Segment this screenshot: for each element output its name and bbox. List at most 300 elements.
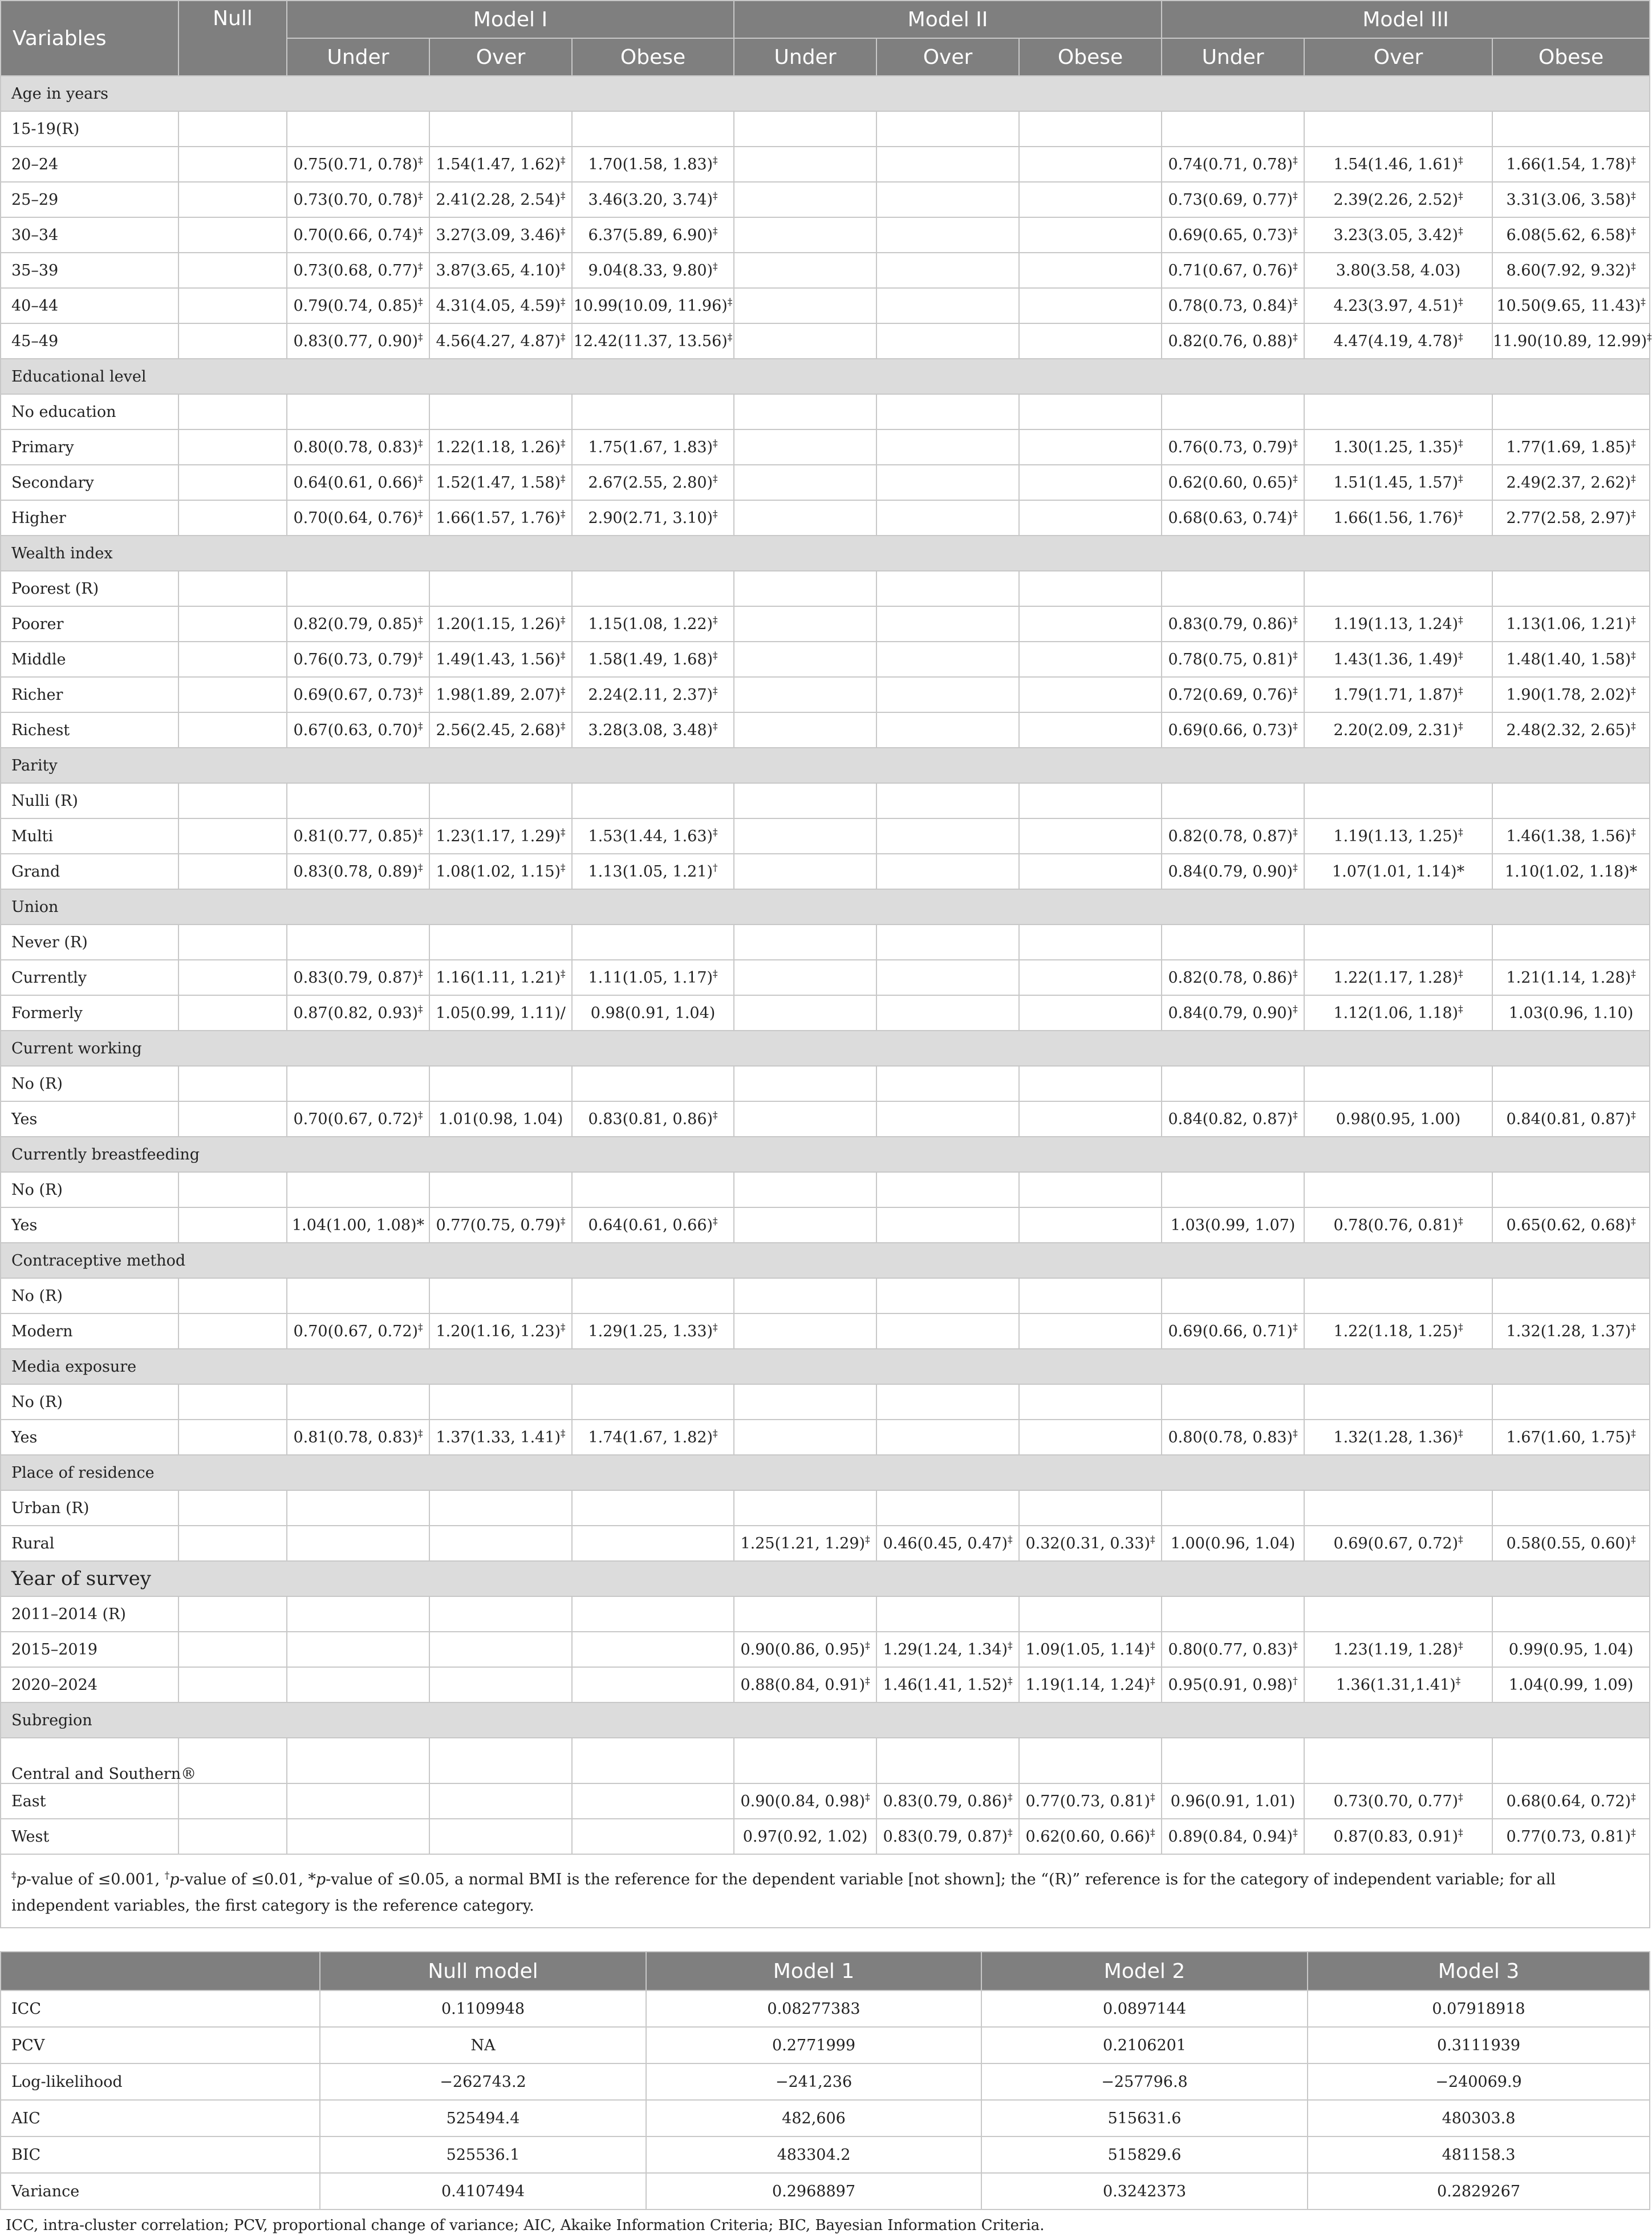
table-cell: 1.19(1.14, 1.24)‡ [1019, 1667, 1162, 1702]
table-cell: 2.49(2.37, 2.62)‡ [1492, 465, 1650, 500]
table-cell [178, 1313, 287, 1349]
table-cell [876, 1420, 1019, 1455]
table-cell [287, 1667, 429, 1702]
table-cell [1304, 111, 1492, 147]
table-cell: 0.82(0.78, 0.86)‡ [1162, 960, 1304, 995]
table-cell [876, 571, 1019, 606]
table-cell: 1.21(1.14, 1.28)‡ [1492, 960, 1650, 995]
row-label: 2015–2019 [1, 1632, 178, 1667]
table-cell: 1.66(1.57, 1.76)‡ [429, 500, 572, 536]
row-label: Primary [1, 429, 178, 465]
table-cell: 12.42(11.37, 13.56)‡ [572, 323, 734, 359]
table-cell: 1.32(1.28, 1.37)‡ [1492, 1313, 1650, 1349]
table-cell [429, 1278, 572, 1313]
section-row [1, 1702, 1650, 1738]
table-cell: 1.22(1.18, 1.26)‡ [429, 429, 572, 465]
table-cell [287, 1384, 429, 1420]
model-fit-value: 525536.1 [320, 2136, 646, 2173]
table-cell [287, 1490, 429, 1526]
table-cell [287, 925, 429, 960]
model-fit-label: ICC [1, 1990, 320, 2027]
table-cell [178, 1596, 287, 1632]
section-row [1, 1455, 1650, 1490]
row-label: 2011–2014 (R) [1, 1596, 178, 1632]
table-cell [1019, 465, 1162, 500]
model-fit-value: 0.2968897 [646, 2173, 981, 2209]
table-row [1, 1420, 1650, 1455]
table-cell: 3.80(3.58, 4.03) [1304, 253, 1492, 288]
table-cell: 0.78(0.75, 0.81)‡ [1162, 642, 1304, 677]
header-model-2: Model II [734, 1, 1162, 38]
table-cell [1162, 1596, 1304, 1632]
table-cell [178, 288, 287, 323]
table-cell: 0.84(0.81, 0.87)‡ [1492, 1101, 1650, 1137]
section-row [1, 359, 1650, 394]
table-cell [1019, 677, 1162, 712]
table-cell [1304, 1384, 1492, 1420]
table-cell [876, 1172, 1019, 1207]
table-row [1, 429, 1650, 465]
table-cell [734, 288, 876, 323]
table-cell [178, 783, 287, 818]
row-label: Grand [1, 854, 178, 889]
table-cell: 0.64(0.61, 0.66)‡ [287, 465, 429, 500]
table-cell: 0.90(0.86, 0.95)‡ [734, 1632, 876, 1667]
table-cell [178, 960, 287, 995]
table-cell [1019, 323, 1162, 359]
table-cell [1019, 182, 1162, 217]
table-cell [572, 1738, 734, 1783]
row-label: Middle [1, 642, 178, 677]
header-model-1: Model I [287, 1, 734, 38]
model-fit-value: 0.0897144 [981, 1990, 1308, 2027]
table-cell: 2.39(2.26, 2.52)‡ [1304, 182, 1492, 217]
table-cell: 1.04(1.00, 1.08)* [287, 1207, 429, 1243]
table-cell: 0.70(0.64, 0.76)‡ [287, 500, 429, 536]
table-cell: 3.46(3.20, 3.74)‡ [572, 182, 734, 217]
table-row [1, 606, 1650, 642]
table-cell: 0.96(0.91, 1.01) [1162, 1783, 1304, 1819]
table-cell [1304, 783, 1492, 818]
table-row [1, 1783, 1650, 1819]
row-label: 30–34 [1, 217, 178, 253]
model-fit-value: −240069.9 [1308, 2063, 1650, 2100]
table-cell [178, 1172, 287, 1207]
table-cell [572, 783, 734, 818]
model-fit-body [1, 1990, 1650, 2209]
row-label: 25–29 [1, 182, 178, 217]
table-cell [1019, 818, 1162, 854]
table-cell [876, 712, 1019, 748]
table-cell [734, 182, 876, 217]
row-label: 35–39 [1, 253, 178, 288]
table-cell [572, 1783, 734, 1819]
table-cell [876, 147, 1019, 182]
section-label: Year of survey [1, 1561, 1650, 1596]
model-fit-row [1, 2136, 1650, 2173]
table-cell [876, 1738, 1019, 1783]
section-label: Place of residence [1, 1455, 1650, 1490]
table-row [1, 1066, 1650, 1101]
model-fit-value: 0.4107494 [320, 2173, 646, 2209]
row-label: Poorer [1, 606, 178, 642]
table-cell: 2.20(2.09, 2.31)‡ [1304, 712, 1492, 748]
table-cell [572, 1066, 734, 1101]
header-variables: Variables [1, 1, 178, 76]
table-row [1, 253, 1650, 288]
header-null: Null [178, 1, 287, 76]
table-cell [1019, 253, 1162, 288]
model-fit-header-cell: Model 2 [981, 1952, 1308, 1990]
table-cell [1019, 1596, 1162, 1632]
table-row [1, 854, 1650, 889]
table-cell [1492, 1490, 1650, 1526]
table-cell: 6.08(5.62, 6.58)‡ [1492, 217, 1650, 253]
row-label: Multi [1, 818, 178, 854]
table-cell: 0.73(0.68, 0.77)‡ [287, 253, 429, 288]
table-row [1, 1101, 1650, 1137]
model-fit-header-cell: Model 1 [646, 1952, 981, 1990]
table-cell [734, 571, 876, 606]
model-fit-label: Variance [1, 2173, 320, 2209]
header-obese: Obese [1492, 38, 1650, 76]
table-cell [876, 465, 1019, 500]
table-cell [572, 1278, 734, 1313]
table-cell [1019, 1384, 1162, 1420]
table-cell: 0.76(0.73, 0.79)‡ [1162, 429, 1304, 465]
table-cell: 0.68(0.64, 0.72)‡ [1492, 1783, 1650, 1819]
table-cell: 0.76(0.73, 0.79)‡ [287, 642, 429, 677]
table-row [1, 1738, 1650, 1783]
table-cell [1304, 394, 1492, 429]
table-cell [1162, 1490, 1304, 1526]
table-cell [734, 217, 876, 253]
table-cell: 0.98(0.91, 1.04) [572, 995, 734, 1031]
table-cell [429, 1526, 572, 1561]
table-row [1, 925, 1650, 960]
model-fit-value: 0.07918918 [1308, 1990, 1650, 2027]
table-cell: 2.90(2.71, 3.10)‡ [572, 500, 734, 536]
table-cell [734, 677, 876, 712]
model-fit-row [1, 2173, 1650, 2209]
row-label: Poorest (R) [1, 571, 178, 606]
table-cell [1304, 1738, 1492, 1783]
table-row [1, 677, 1650, 712]
table-cell [1492, 111, 1650, 147]
table-cell [1492, 1384, 1650, 1420]
table-cell [178, 925, 287, 960]
table-row [1, 465, 1650, 500]
table-cell: 0.82(0.76, 0.88)‡ [1162, 323, 1304, 359]
table-cell [1492, 1596, 1650, 1632]
table-cell: 0.71(0.67, 0.76)‡ [1162, 253, 1304, 288]
table-cell: 0.84(0.79, 0.90)‡ [1162, 995, 1304, 1031]
table-cell: 1.49(1.43, 1.56)‡ [429, 642, 572, 677]
table-cell: 0.83(0.79, 0.86)‡ [876, 1783, 1019, 1819]
table-cell: 1.05(0.99, 1.11)/ [429, 995, 572, 1031]
table-cell [876, 1490, 1019, 1526]
header-under: Under [1162, 38, 1304, 76]
table-cell [429, 1819, 572, 1854]
table-cell [1019, 394, 1162, 429]
model-fit-value: −241,236 [646, 2063, 981, 2100]
row-label: Higher [1, 500, 178, 536]
section-label: Subregion [1, 1702, 1650, 1738]
table-cell [1492, 783, 1650, 818]
section-row [1, 1243, 1650, 1278]
table-cell: 0.83(0.77, 0.90)‡ [287, 323, 429, 359]
table-cell [876, 182, 1019, 217]
table-cell [1019, 1278, 1162, 1313]
table-cell: 1.66(1.54, 1.78)‡ [1492, 147, 1650, 182]
table-cell: 0.83(0.79, 0.87)‡ [287, 960, 429, 995]
table-cell [178, 571, 287, 606]
table-cell [734, 925, 876, 960]
table-row [1, 147, 1650, 182]
table-cell: 11.90(10.89, 12.99)‡ [1492, 323, 1650, 359]
model-fit-row [1, 2100, 1650, 2136]
table-cell: 1.13(1.06, 1.21)‡ [1492, 606, 1650, 642]
table-cell [876, 429, 1019, 465]
row-label: Modern [1, 1313, 178, 1349]
section-row [1, 536, 1650, 571]
table-cell: 0.58(0.55, 0.60)‡ [1492, 1526, 1650, 1561]
model-fit-value: 515631.6 [981, 2100, 1308, 2136]
table-cell: 1.19(1.13, 1.25)‡ [1304, 818, 1492, 854]
table-body [1, 76, 1650, 1854]
row-label: No (R) [1, 1384, 178, 1420]
header-under: Under [287, 38, 429, 76]
table-cell: 1.23(1.19, 1.28)‡ [1304, 1632, 1492, 1667]
table-cell [1019, 147, 1162, 182]
table-cell: 0.74(0.71, 0.78)‡ [1162, 147, 1304, 182]
table-cell [287, 1819, 429, 1854]
table-cell: 1.15(1.08, 1.22)‡ [572, 606, 734, 642]
row-label: Nulli (R) [1, 783, 178, 818]
row-label: No (R) [1, 1066, 178, 1101]
table-cell: 0.77(0.73, 0.81)‡ [1019, 1783, 1162, 1819]
table-cell [876, 642, 1019, 677]
table-cell [178, 1066, 287, 1101]
table-cell [429, 571, 572, 606]
table-cell [734, 1384, 876, 1420]
table-cell [1019, 854, 1162, 889]
table-cell: 0.70(0.67, 0.72)‡ [287, 1313, 429, 1349]
row-label: 40–44 [1, 288, 178, 323]
row-label: Secondary [1, 465, 178, 500]
table-cell: 0.75(0.71, 0.78)‡ [287, 147, 429, 182]
table-cell [1162, 1172, 1304, 1207]
table-cell: 0.62(0.60, 0.65)‡ [1162, 465, 1304, 500]
model-fit-label: BIC [1, 2136, 320, 2173]
model-fit-value: −257796.8 [981, 2063, 1308, 2100]
row-label: Never (R) [1, 925, 178, 960]
table-cell [429, 783, 572, 818]
table-cell [734, 147, 876, 182]
table-cell: 3.27(3.09, 3.46)‡ [429, 217, 572, 253]
table-cell: 0.62(0.60, 0.66)‡ [1019, 1819, 1162, 1854]
table-cell: 1.46(1.41, 1.52)‡ [876, 1667, 1019, 1702]
table-cell: 1.58(1.49, 1.68)‡ [572, 642, 734, 677]
row-label: Yes [1, 1101, 178, 1137]
table-cell [734, 960, 876, 995]
table-cell [1019, 606, 1162, 642]
table-cell: 1.46(1.38, 1.56)‡ [1492, 818, 1650, 854]
row-label: Richer [1, 677, 178, 712]
table-cell: 0.88(0.84, 0.91)‡ [734, 1667, 876, 1702]
table-cell [572, 571, 734, 606]
table-cell: 1.03(0.99, 1.07) [1162, 1207, 1304, 1243]
table-cell [178, 854, 287, 889]
table-cell [1304, 1490, 1492, 1526]
table-cell: 1.12(1.06, 1.18)‡ [1304, 995, 1492, 1031]
table-cell [178, 394, 287, 429]
table-cell [1492, 925, 1650, 960]
model-fit-row [1, 2063, 1650, 2100]
table-cell [178, 111, 287, 147]
table-cell [1492, 394, 1650, 429]
table-cell: 0.95(0.91, 0.98)† [1162, 1667, 1304, 1702]
header-obese: Obese [572, 38, 734, 76]
table-cell: 0.83(0.81, 0.86)‡ [572, 1101, 734, 1137]
table-cell: 0.64(0.61, 0.66)‡ [572, 1207, 734, 1243]
table-cell [1019, 111, 1162, 147]
table-cell [178, 995, 287, 1031]
table-cell [572, 111, 734, 147]
table-row [1, 642, 1650, 677]
table-row [1, 995, 1650, 1031]
table-cell: 1.32(1.28, 1.36)‡ [1304, 1420, 1492, 1455]
table-cell: 0.79(0.74, 0.85)‡ [287, 288, 429, 323]
table-cell [734, 1313, 876, 1349]
table-cell: 1.29(1.25, 1.33)‡ [572, 1313, 734, 1349]
row-label: Currently [1, 960, 178, 995]
table-row [1, 1278, 1650, 1313]
table-cell: 0.69(0.66, 0.71)‡ [1162, 1313, 1304, 1349]
table-row [1, 712, 1650, 748]
table-cell [876, 1596, 1019, 1632]
table-row [1, 500, 1650, 536]
table-cell [1162, 111, 1304, 147]
table-cell [178, 1667, 287, 1702]
table-cell: 1.10(1.02, 1.18)* [1492, 854, 1650, 889]
table-cell: 3.23(3.05, 3.42)‡ [1304, 217, 1492, 253]
table-cell [734, 323, 876, 359]
table-cell: 1.75(1.67, 1.83)‡ [572, 429, 734, 465]
model-fit-value: 525494.4 [320, 2100, 646, 2136]
table-cell [876, 606, 1019, 642]
table-row [1, 1490, 1650, 1526]
model-fit-value: 515829.6 [981, 2136, 1308, 2173]
table-cell [1019, 1738, 1162, 1783]
table-cell: 0.77(0.75, 0.79)‡ [429, 1207, 572, 1243]
table-cell [572, 1819, 734, 1854]
table-cell [178, 1783, 287, 1819]
table-cell [178, 500, 287, 536]
row-label: 20–24 [1, 147, 178, 182]
table-cell [287, 1172, 429, 1207]
table-cell: 1.30(1.25, 1.35)‡ [1304, 429, 1492, 465]
table-cell: 1.43(1.36, 1.49)‡ [1304, 642, 1492, 677]
table-cell [876, 1101, 1019, 1137]
table-cell [1304, 1278, 1492, 1313]
model-fit-label: AIC [1, 2100, 320, 2136]
table-cell [572, 925, 734, 960]
table-cell [178, 1278, 287, 1313]
table-cell [1019, 712, 1162, 748]
row-label: Yes [1, 1207, 178, 1243]
model-fit-value: 0.1109948 [320, 1990, 646, 2027]
table-cell [1019, 995, 1162, 1031]
table-cell: 0.82(0.79, 0.85)‡ [287, 606, 429, 642]
table-cell [178, 217, 287, 253]
header-over: Over [1304, 38, 1492, 76]
table-row [1, 1596, 1650, 1632]
table-row [1, 1384, 1650, 1420]
table-cell: 1.37(1.33, 1.41)‡ [429, 1420, 572, 1455]
table-cell: 0.87(0.83, 0.91)‡ [1304, 1819, 1492, 1854]
header-under: Under [734, 38, 876, 76]
table-cell: 4.31(4.05, 4.59)‡ [429, 288, 572, 323]
table-cell [876, 253, 1019, 288]
table-cell: 0.46(0.45, 0.47)‡ [876, 1526, 1019, 1561]
table-cell [876, 854, 1019, 889]
table-cell: 1.79(1.71, 1.87)‡ [1304, 677, 1492, 712]
table-cell: 2.56(2.45, 2.68)‡ [429, 712, 572, 748]
table-cell: 1.67(1.60, 1.75)‡ [1492, 1420, 1650, 1455]
table-cell: 0.84(0.82, 0.87)‡ [1162, 1101, 1304, 1137]
model-fit-table [0, 1951, 1650, 2210]
table-cell [1162, 1066, 1304, 1101]
table-cell [876, 217, 1019, 253]
table-cell [734, 1101, 876, 1137]
table-cell: 1.03(0.96, 1.10) [1492, 995, 1650, 1031]
section-label: Wealth index [1, 536, 1650, 571]
header-obese: Obese [1019, 38, 1162, 76]
table-cell [1304, 1596, 1492, 1632]
table-cell: 4.23(3.97, 4.51)‡ [1304, 288, 1492, 323]
table-cell [734, 253, 876, 288]
table-cell: 1.08(1.02, 1.15)‡ [429, 854, 572, 889]
table-cell [287, 1526, 429, 1561]
table-cell [876, 1278, 1019, 1313]
model-fit-row [1, 1990, 1650, 2027]
table-cell: 1.04(0.99, 1.09) [1492, 1667, 1650, 1702]
table-cell: 2.48(2.32, 2.65)‡ [1492, 712, 1650, 748]
row-label: Richest [1, 712, 178, 748]
table-cell: 1.66(1.56, 1.76)‡ [1304, 500, 1492, 536]
table-cell [178, 606, 287, 642]
table-cell: 1.29(1.24, 1.34)‡ [876, 1632, 1019, 1667]
section-row [1, 1349, 1650, 1384]
section-row [1, 76, 1650, 111]
table-cell [1492, 1066, 1650, 1101]
table-cell: 4.47(4.19, 4.78)‡ [1304, 323, 1492, 359]
table-cell: 0.70(0.67, 0.72)‡ [287, 1101, 429, 1137]
row-label: No (R) [1, 1172, 178, 1207]
model-fit-value: 0.08277383 [646, 1990, 981, 2027]
table-row [1, 960, 1650, 995]
table-cell [572, 1172, 734, 1207]
table-cell [876, 925, 1019, 960]
row-label: East [1, 1783, 178, 1819]
model-fit-value: 480303.8 [1308, 2100, 1650, 2136]
section-label: Contraceptive method [1, 1243, 1650, 1278]
section-label: Educational level [1, 359, 1650, 394]
table-cell: 1.48(1.40, 1.58)‡ [1492, 642, 1650, 677]
table-cell: 0.81(0.77, 0.85)‡ [287, 818, 429, 854]
table-cell: 1.54(1.46, 1.61)‡ [1304, 147, 1492, 182]
